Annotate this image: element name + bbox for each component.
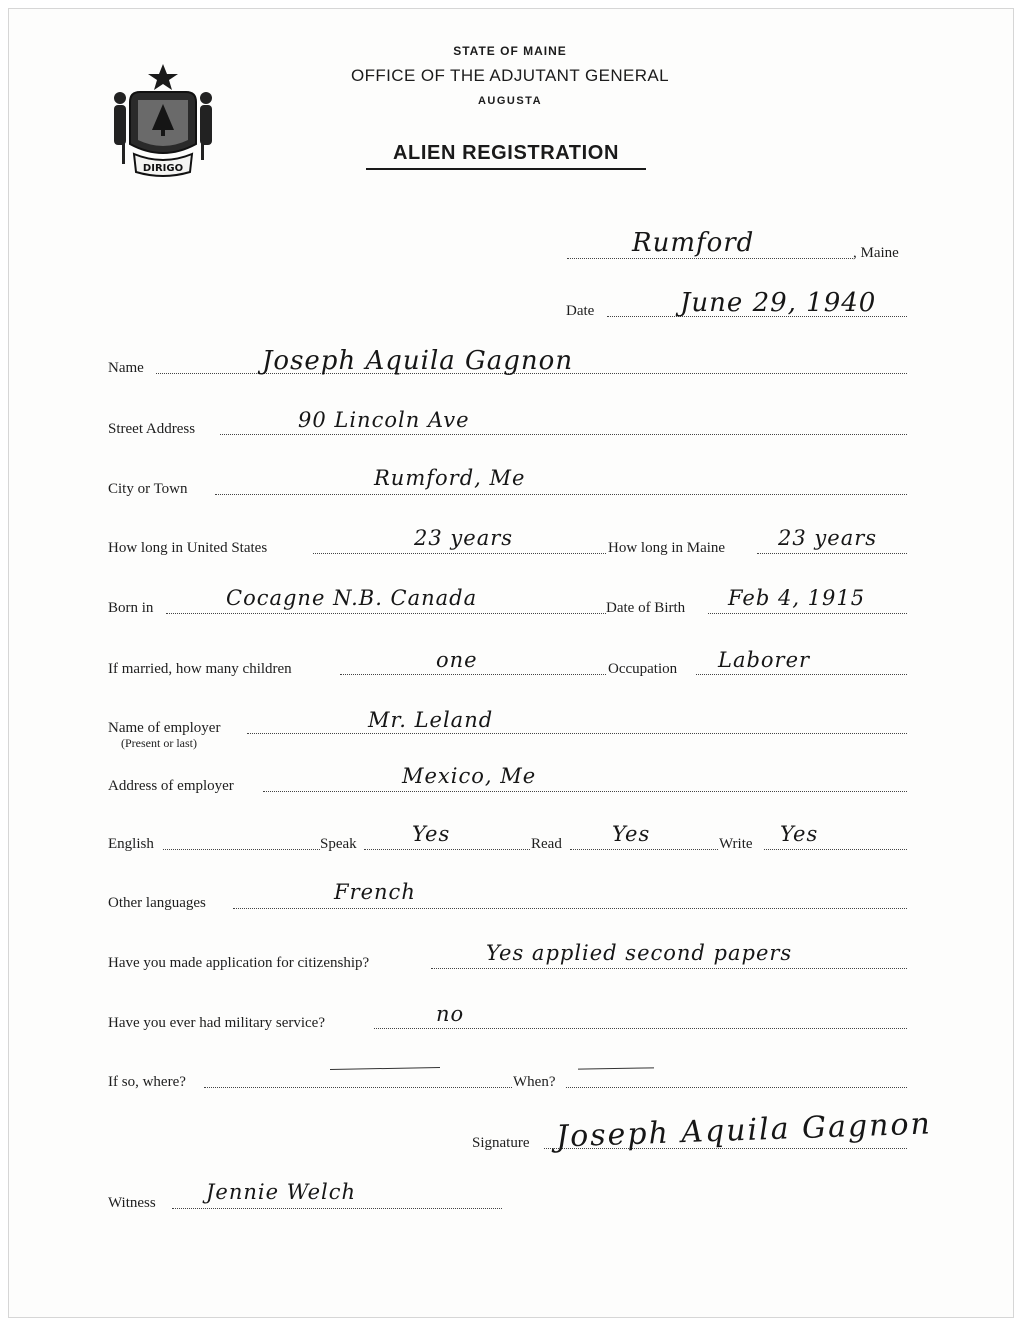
office-heading: OFFICE OF THE ADJUTANT GENERAL (350, 66, 670, 85)
children-field[interactable]: one (436, 648, 478, 672)
witness-label: Witness (108, 1195, 156, 1211)
other-languages-label: Other languages (108, 895, 206, 911)
english-label: English (108, 836, 154, 852)
witness-field[interactable]: Jennie Welch (206, 1180, 357, 1204)
children-label: If married, how many children (108, 661, 292, 677)
employer-address-field[interactable]: Mexico, Me (402, 764, 537, 788)
speak-field[interactable]: Yes (412, 822, 451, 846)
citizenship-field[interactable]: Yes applied second papers (486, 941, 793, 965)
other-languages-field[interactable]: French (334, 880, 416, 904)
name-label: Name (108, 360, 144, 376)
how-long-maine-label: How long in Maine (608, 540, 726, 556)
seal-motto: DIRIGO (142, 163, 184, 174)
how-long-maine-field[interactable]: 23 years (778, 526, 878, 550)
employer-address-label: Address of employer (108, 778, 234, 794)
citizenship-label: Have you made application for citizenship? (108, 955, 370, 971)
place-line (567, 258, 853, 259)
speak-line (364, 849, 530, 850)
street-address-field[interactable]: 90 Lincoln Ave (298, 408, 470, 432)
city-heading: AUGUSTA (477, 95, 543, 107)
signature-field[interactable]: Joseph Aquila Gagnon (555, 1106, 933, 1155)
city-label: City or Town (108, 481, 188, 497)
signature-label: Signature (472, 1135, 530, 1151)
employer-address-line (263, 791, 907, 792)
occupation-line (696, 674, 907, 675)
military-label: Have you ever had military service? (108, 1015, 325, 1031)
other-languages-line (233, 908, 907, 909)
occupation-field[interactable]: Laborer (718, 648, 811, 672)
employer-name-line (247, 733, 907, 734)
how-long-us-field[interactable]: 23 years (414, 526, 514, 550)
street-address-line (220, 434, 907, 435)
when-line (566, 1087, 907, 1088)
read-label: Read (531, 836, 562, 852)
page-title: ALIEN REGISTRATION (393, 142, 619, 164)
citizenship-line (431, 968, 907, 969)
state-of-maine-seal-icon (108, 62, 218, 180)
employer-name-label: Name of employer (108, 720, 221, 736)
date-of-birth-label: Date of Birth (606, 600, 686, 616)
employer-name-field[interactable]: Mr. Leland (368, 708, 494, 732)
city-line (215, 494, 907, 495)
employer-name-sublabel: (Present or last) (121, 736, 197, 750)
occupation-label: Occupation (608, 661, 678, 677)
date-label: Date (566, 303, 595, 319)
state-heading: STATE OF MAINE (453, 44, 567, 58)
speak-label: Speak (320, 836, 357, 852)
how-long-us-line (313, 553, 606, 554)
read-line (570, 849, 718, 850)
born-in-label: Born in (108, 600, 154, 616)
name-field[interactable]: Joseph Aquila Gagnon (262, 346, 574, 376)
witness-line (172, 1208, 502, 1209)
write-label: Write (719, 836, 753, 852)
where-line (204, 1087, 512, 1088)
title-underline (366, 168, 646, 170)
military-line (374, 1028, 907, 1029)
date-of-birth-line (708, 613, 907, 614)
how-long-maine-line (757, 553, 907, 554)
write-line (764, 849, 907, 850)
street-address-label: Street Address (108, 421, 196, 437)
english-line (163, 849, 320, 850)
date-field[interactable]: June 29, 1940 (680, 288, 877, 318)
maine-label: , Maine (853, 245, 899, 261)
city-field[interactable]: Rumford, Me (374, 466, 526, 490)
how-long-us-label: How long in United States (108, 540, 268, 556)
where-label: If so, where? (108, 1074, 186, 1090)
when-label: When? (513, 1074, 556, 1090)
date-of-birth-field[interactable]: Feb 4, 1915 (728, 586, 866, 610)
born-in-field[interactable]: Cocagne N.B. Canada (226, 586, 478, 610)
military-field[interactable]: no (436, 1002, 465, 1026)
born-in-line (166, 613, 606, 614)
place-field[interactable]: Rumford (632, 228, 755, 258)
read-field[interactable]: Yes (612, 822, 651, 846)
children-line (340, 674, 606, 675)
write-field[interactable]: Yes (780, 822, 819, 846)
